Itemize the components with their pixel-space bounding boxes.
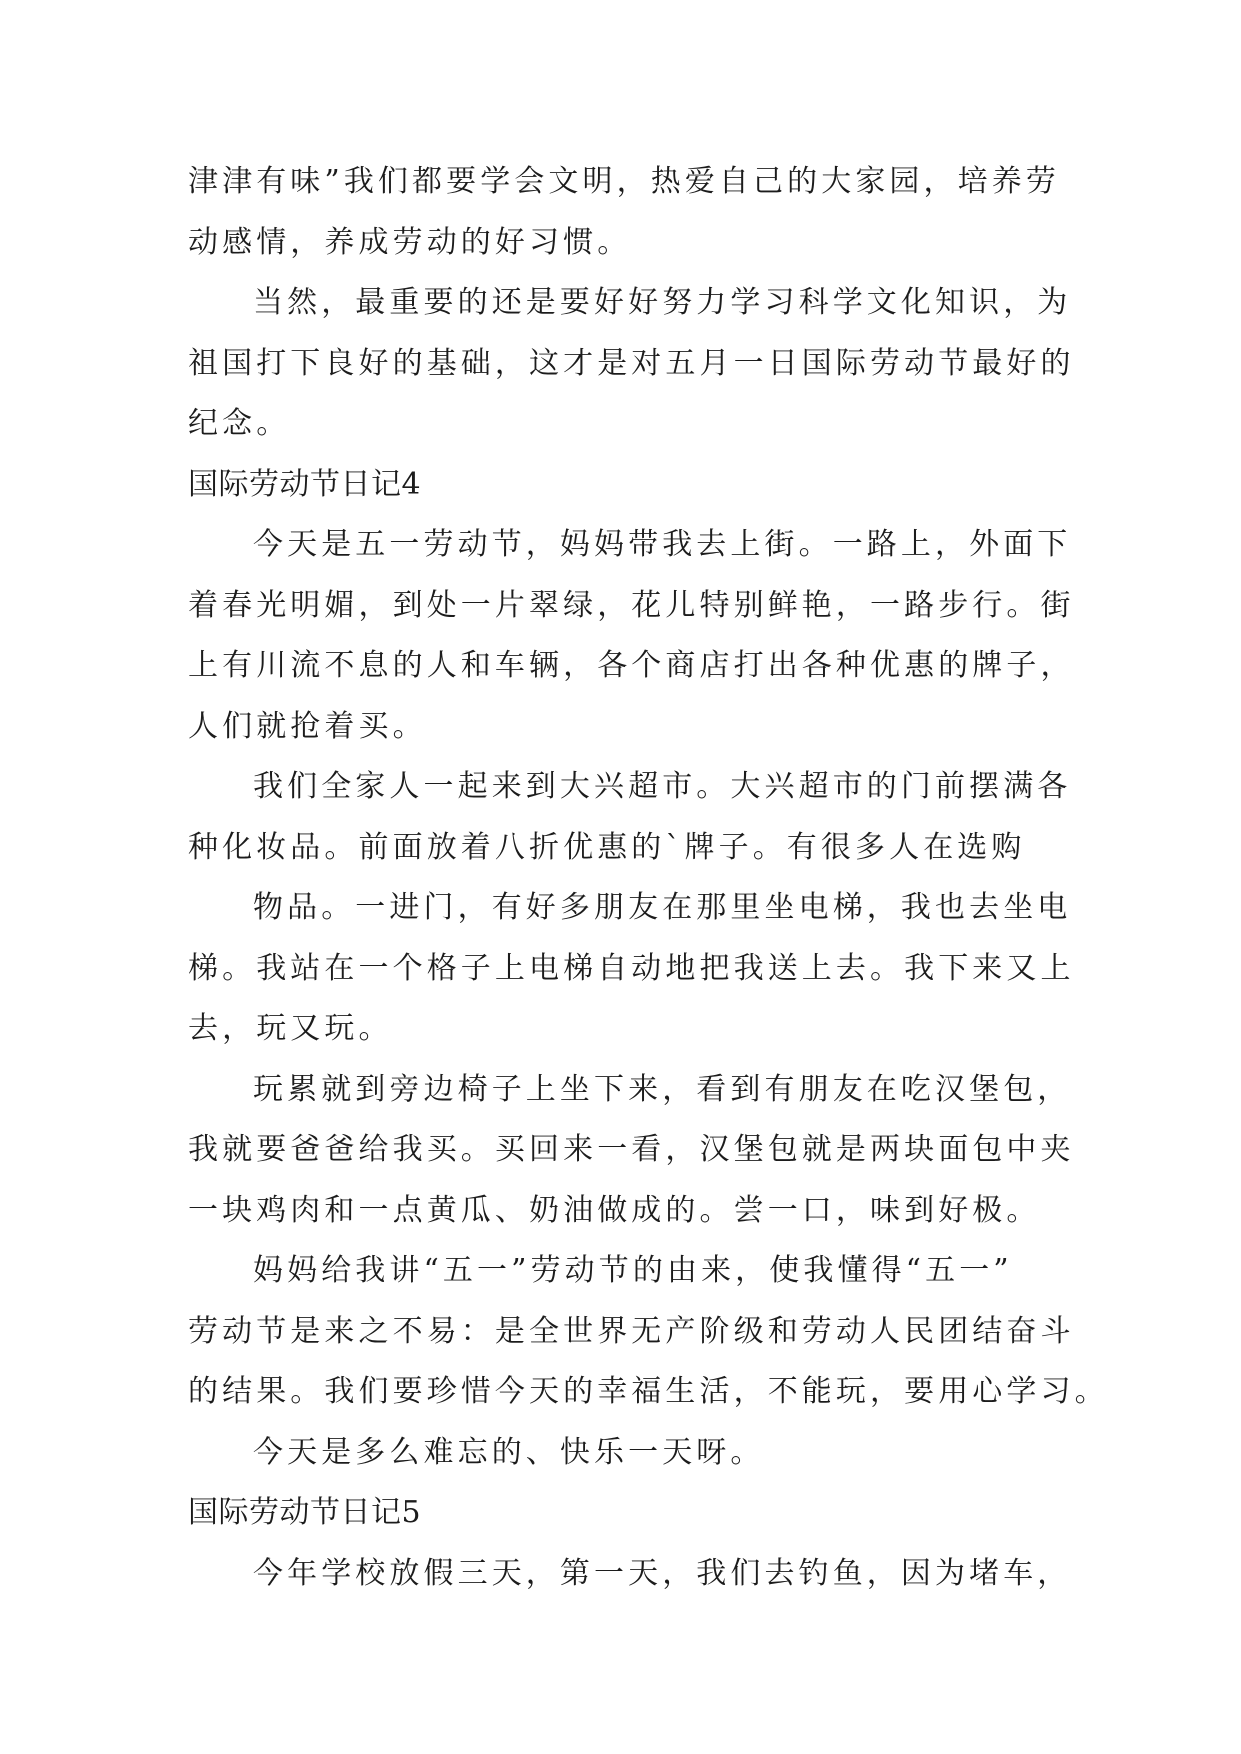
text-line: 去，玩又玩。 xyxy=(188,1011,393,1046)
section-heading: 国际劳动节日记4 xyxy=(188,466,422,502)
paragraph-start: 当然，最重要的还是要好好努力学习科学文化知识，为 xyxy=(253,285,1072,320)
text-line: 我就要爸爸给我买。买回来一看，汉堡包就是两块面包中夹 xyxy=(188,1132,1075,1167)
paragraph-start: 我们全家人一起来到大兴超市。大兴超市的门前摆满各 xyxy=(253,769,1072,804)
text-line: 津津有味”我们都要学会文明，热爱自己的大家园，培养劳 xyxy=(188,164,1060,199)
text-line: 动感情，养成劳动的好习惯。 xyxy=(188,224,632,260)
paragraph-start: 玩累就到旁边椅子上坐下来，看到有朋友在吃汉堡包， xyxy=(253,1071,1072,1107)
text-line: 纪念。 xyxy=(188,406,291,441)
text-line: 着春光明媚，到处一片翠绿，花儿特别鲜艳，一路步行。街 xyxy=(188,587,1075,623)
paragraph-start: 妈妈给我讲“五一”劳动节的由来，使我懂得“五一” xyxy=(253,1253,1013,1288)
paragraph-start: 今天是五一劳动节，妈妈带我去上街。一路上，外面下 xyxy=(253,527,1072,562)
text-line: 祖国打下良好的基础，这才是对五月一日国际劳动节最好的 xyxy=(188,345,1075,381)
paragraph-start: 今天是多么难忘的、快乐一天呀。 xyxy=(253,1434,765,1470)
text-line: 一块鸡肉和一点黄瓜、奶油做成的。尝一口，味到好极。 xyxy=(188,1192,1041,1228)
section-heading: 国际劳动节日记5 xyxy=(188,1495,422,1530)
text-line: 上有川流不息的人和车辆，各个商店打出各种优惠的牌子， xyxy=(188,648,1075,683)
text-line: 种化妆品。前面放着八折优惠的`牌子。有很多人在选购 xyxy=(188,829,1026,865)
document-page xyxy=(188,152,1109,1604)
paragraph-start: 物品。一进门，有好多朋友在那里坐电梯，我也去坐电 xyxy=(253,890,1072,925)
text-line: 梯。我站在一个格子上电梯自动地把我送上去。我下来又上 xyxy=(188,950,1075,986)
text-line: 人们就抢着买。 xyxy=(188,708,427,744)
text-line: 劳动节是来之不易：是全世界无产阶级和劳动人民团结奋斗 xyxy=(188,1313,1075,1349)
text-line: 的结果。我们要珍惜今天的幸福生活，不能玩，要用心学习。 xyxy=(188,1374,1109,1409)
paragraph-start: 今年学校放假三天，第一天，我们去钓鱼，因为堵车， xyxy=(253,1555,1072,1591)
